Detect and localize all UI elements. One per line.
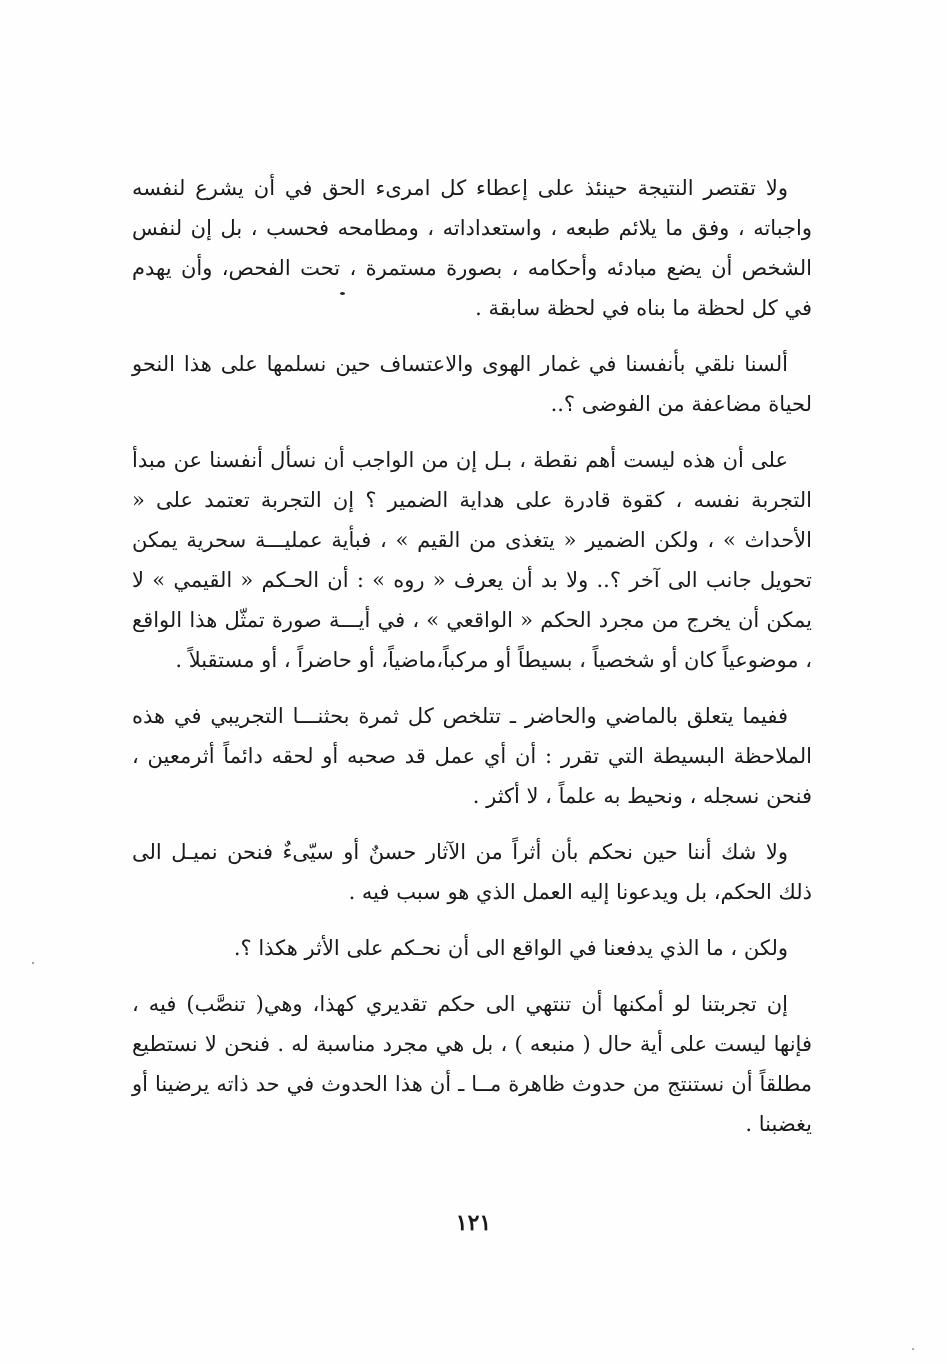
paragraph-5: ولا شك أننا حين نحكم بأن أثراً من الآثار حسنٌ أو سيّىءٌ فنحن نميـل الى ذلك الحكم، بل ويدعونا إليه العمل الذي هو سبب فيه . — [132, 840, 812, 904]
paragraph-6: ولكن ، ما الذي يدفعنا في الواقع الى أن نحـكم على الأثر هكذا ؟. — [233, 936, 788, 960]
page-body — [132, 168, 812, 1144]
scan-speck-3 — [912, 1348, 914, 1350]
page-number: ١٢١ — [455, 1210, 492, 1236]
paragraph-1: ولا تقتصر النتيجة حينئذ على إعطاء كل امرىء الحق في أن يشرع لنفسه واجباته ، وفق ما يلائم طبعه ، واستعداداته ، ومطامحه فحسب ، بل إن لنفس الشخص أن يضع مبادئه وأحكامه ، بصورة مستمرة ، تحت الفحص، وأن يهدم في كل لحظة ما بناه في لحظة سابقة . — [132, 176, 812, 320]
scan-speck-2 — [32, 962, 34, 964]
paragraph-2: ألسنا نلقي بأنفسنا في غمار الهوى والاعتساف حين نسلمها على هذا النحو لحياة مضاعفة من الفوضى ؟.. — [132, 352, 812, 416]
scan-speck-1 — [340, 292, 345, 295]
paragraph-7: إن تجربتنا لو أمكنها أن تنتهي الى حكم تقديري كهذا، وهي( تنصَّب) فيه ، فإنها ليست على أية حال ( منبعه ) ، بل هي مجرد مناسبة له . فنحن لا نستطيع مطلقاً أن نستنتج من حدوث ظاهرة مــا ـ أن هذا الحدوث في حد ذاته يرضينا أو يغضبنا . — [132, 992, 812, 1136]
paragraph-4: ففيما يتعلق بالماضي والحاضر ـ تتلخص كل ثمرة بحثنـــا التجريبي في هذه الملاحظة البسيطة التي تقرر : أن أي عمل قد صحبه أو لحقه دائماً أثرمعين ، فنحن نسجله ، ونحيط به علماً ، لا أكثر . — [132, 704, 812, 808]
paragraph-3: على أن هذه ليست أهم نقطة ، بـل إن من الواجب أن نسأل أنفسنا عن مبدأ التجربة نفسه ، كقوة قادرة على هداية الضمير ؟ إن التجربة تعتمد على « الأحداث » ، ولكن الضمير « يتغذى من القيم » ، فبأية عمليـــة سحرية يمكن تحويل جانب الى آخر ؟.. ولا بد أن يعرف « روه » : أن الحـكم « القيمي » لا يمكن أن يخرج من مجرد الحكم « الواقعي » ، في أيـــة صورة تمثّل هذا الواقع ، موضوعياً كان أو شخصياً ، بسيطاً أو مركباً،ماضياً، أو حاضراً ، أو مستقبلاً . — [132, 448, 812, 672]
